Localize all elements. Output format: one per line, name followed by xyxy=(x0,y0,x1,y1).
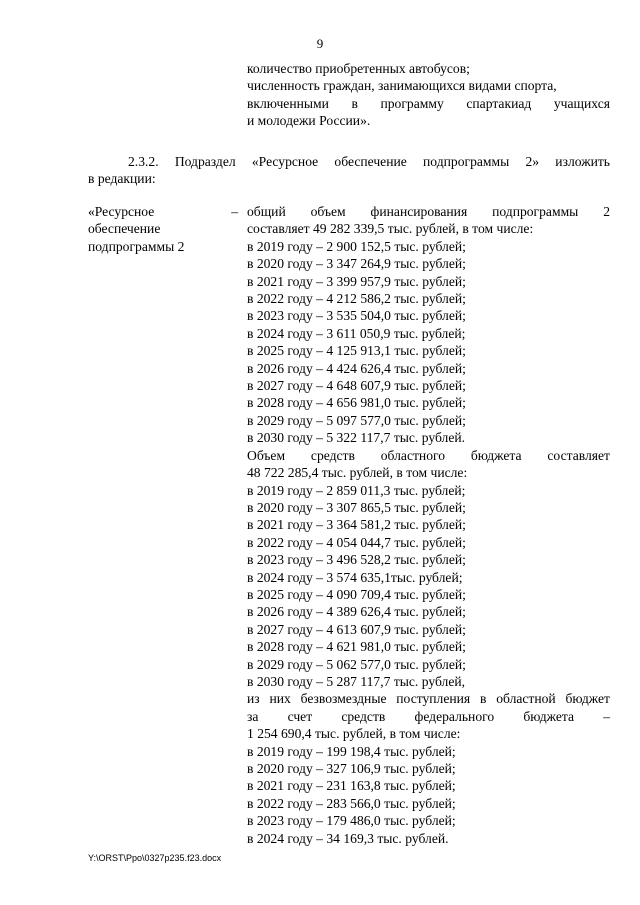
regional-budget-line: Объем средств областного бюджета составляет xyxy=(247,447,610,463)
year-amount-line: в 2030 году – 5 287 117,7 тыс. рублей, xyxy=(247,673,466,689)
year-amount-line: в 2024 году – 34 169,3 тыс. рублей. xyxy=(247,830,449,846)
total-funding-line: составляет 49 282 339,5 тыс. рублей, в том числе: xyxy=(247,221,534,237)
year-amount-line: в 2027 году – 4 648 607,9 тыс. рублей; xyxy=(247,378,466,394)
section-header-line: в редакции: xyxy=(88,171,156,187)
year-amount-line: в 2026 году – 4 389 626,4 тыс. рублей; xyxy=(247,604,466,620)
year-amount-line: в 2020 году – 3 347 264,9 тыс. рублей; xyxy=(247,256,466,272)
regional-budget-line: 48 722 285,4 тыс. рублей, в том числе: xyxy=(247,465,468,481)
resource-label-line: обеспечение xyxy=(88,221,161,237)
year-amount-line: в 2028 году – 4 656 981,0 тыс. рублей; xyxy=(247,395,466,411)
intro-text xyxy=(247,60,610,130)
year-amount-line: в 2025 году – 4 090 709,4 тыс. рублей; xyxy=(247,586,466,602)
year-amount-line: в 2022 году – 283 566,0 тыс. рублей; xyxy=(247,795,456,811)
label-dash: – xyxy=(231,204,238,219)
year-amount-line: в 2020 году – 3 307 865,5 тыс. рублей; xyxy=(247,499,466,515)
year-amount-line: в 2029 году – 5 062 577,0 тыс. рублей; xyxy=(247,656,466,672)
resource-values xyxy=(247,203,610,847)
year-amount-line: в 2024 году – 3 611 050,9 тыс. рублей; xyxy=(247,325,466,341)
page-number: 9 xyxy=(316,36,324,51)
year-amount-line: в 2020 году – 327 106,9 тыс. рублей; xyxy=(247,761,456,776)
federal-budget-line: 1 254 690,4 тыс. рублей, в том числе: xyxy=(247,726,461,742)
year-amount-line: в 2025 году – 4 125 913,1 тыс. рублей; xyxy=(247,343,466,359)
file-path-footer: Y:\ORST\Ppo\0327p235.f23.docx xyxy=(88,853,222,863)
section-header xyxy=(88,153,610,188)
year-amount-line: в 2029 году – 5 097 577,0 тыс. рублей; xyxy=(247,412,466,428)
federal-budget-line: за счет средств федерального бюджета – xyxy=(247,708,610,724)
year-amount-line: в 2022 году – 4 212 586,2 тыс. рублей; xyxy=(247,291,466,307)
year-amount-line: в 2021 году – 3 399 957,9 тыс. рублей; xyxy=(247,273,466,289)
year-amount-line: в 2023 году – 3 535 504,0 тыс. рублей; xyxy=(247,308,466,324)
regional-years-list xyxy=(247,482,610,691)
year-amount-line: в 2019 году – 2 859 011,3 тыс. рублей; xyxy=(247,482,466,498)
intro-line: количество приобретенных автобусов; xyxy=(247,61,470,76)
year-amount-line: в 2024 году – 3 574 635,1тыс. рублей; xyxy=(247,569,463,585)
resource-label-line: «Ресурсное xyxy=(88,204,155,219)
resource-label-line: подпрограммы 2 xyxy=(88,238,185,254)
year-amount-line: в 2022 году – 4 054 044,7 тыс. рублей; xyxy=(247,534,466,550)
year-amount-line: в 2023 году – 3 496 528,2 тыс. рублей; xyxy=(247,552,466,568)
year-amount-line: в 2030 году – 5 322 117,7 тыс. рублей. xyxy=(247,430,466,446)
resource-label xyxy=(88,203,238,255)
year-amount-line: в 2026 году – 4 424 626,4 тыс. рублей; xyxy=(247,360,466,376)
year-amount-line: в 2028 году – 4 621 981,0 тыс. рублей; xyxy=(247,639,466,655)
total-funding-line: общий объем финансирования подпрограммы 2 xyxy=(247,204,610,219)
federal-budget-line: из них безвозмездные поступления в областной бюджет xyxy=(247,691,610,707)
year-amount-line: в 2021 году – 231 163,8 тыс. рублей; xyxy=(247,778,456,794)
year-amount-line: в 2019 году – 199 198,4 тыс. рублей; xyxy=(247,743,456,759)
year-amount-line: в 2021 году – 3 364 581,2 тыс. рублей; xyxy=(247,517,466,533)
year-amount-line: в 2019 году – 2 900 152,5 тыс. рублей; xyxy=(247,238,466,254)
intro-line: включенными в программу спартакиад учащихся xyxy=(247,95,610,111)
intro-line: численность граждан, занимающихся видами спорта, xyxy=(247,78,557,94)
federal-years-list xyxy=(247,743,610,847)
year-amount-line: в 2027 году – 4 613 607,9 тыс. рублей; xyxy=(247,621,466,637)
intro-line: и молодежи России». xyxy=(247,113,371,129)
section-header-line: 2.3.2. Подраздел «Ресурсное обеспечение подпрограммы 2» изложить xyxy=(128,154,610,169)
total-years-list xyxy=(247,238,610,447)
year-amount-line: в 2023 году – 179 486,0 тыс. рублей; xyxy=(247,813,456,829)
